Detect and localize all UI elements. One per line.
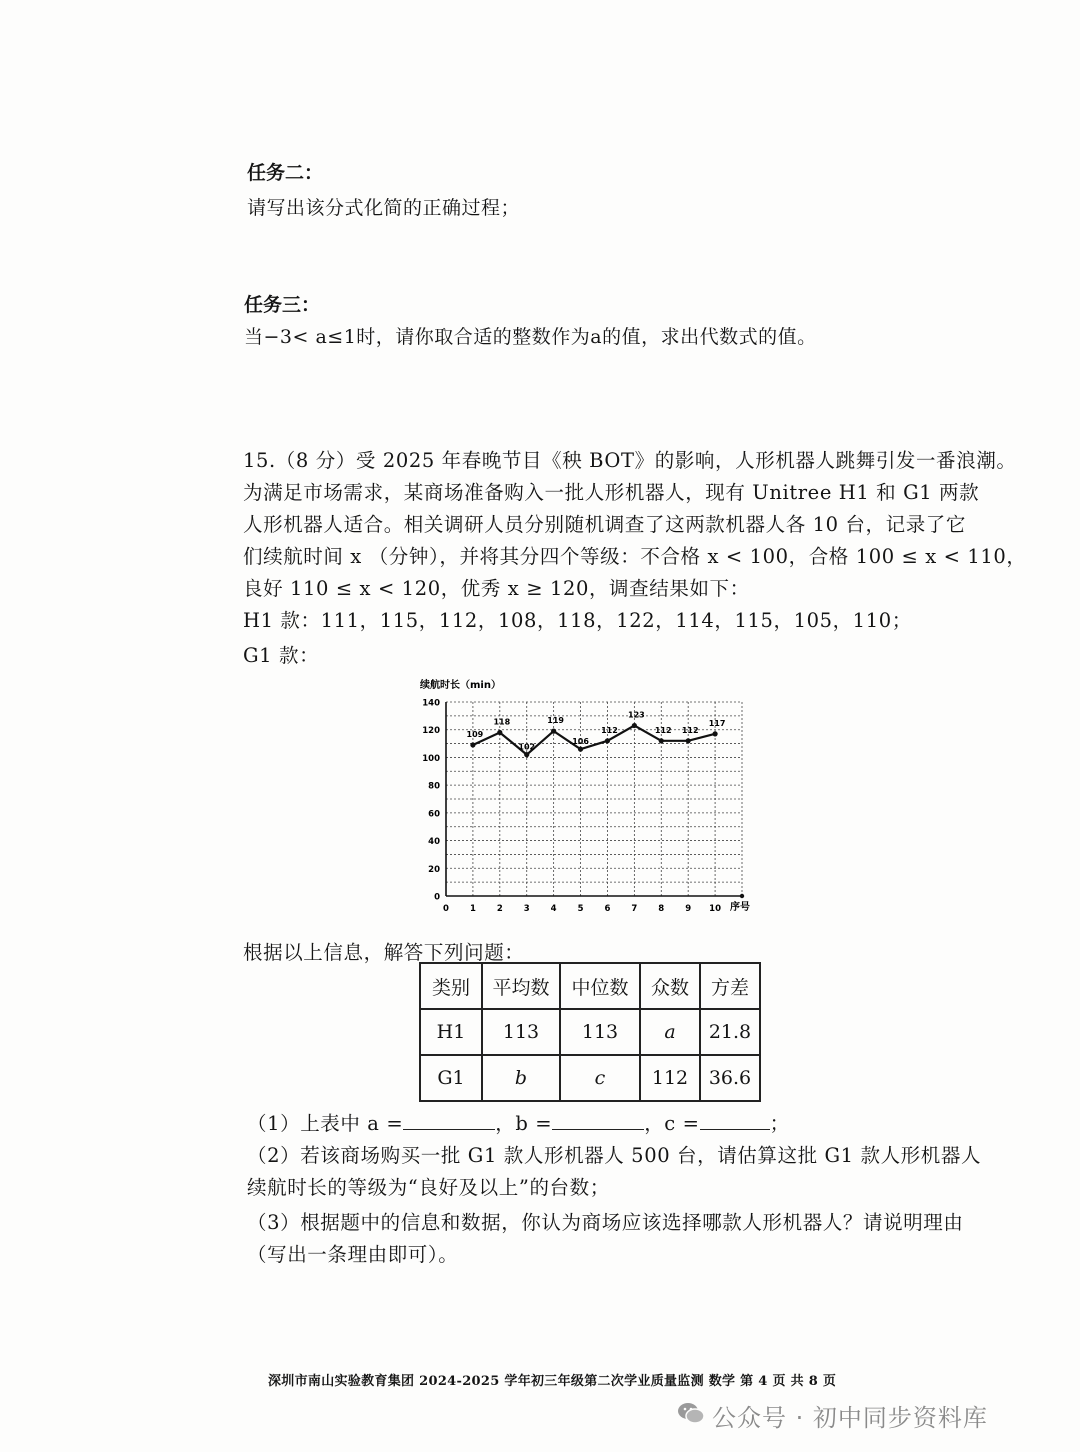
q1-prefix: （1）上表中 a = bbox=[247, 1112, 404, 1135]
chart-axes bbox=[446, 702, 744, 898]
table-header-cell: 平均数 bbox=[482, 963, 560, 1009]
y-tick-label: 100 bbox=[422, 753, 440, 764]
table-cell: 113 bbox=[482, 1009, 560, 1055]
problem15-line-5: 良好 110 ≤ x < 120，优秀 x ≥ 120，调查结果如下： bbox=[243, 577, 750, 600]
data-label: 109 bbox=[466, 729, 484, 739]
table-cell: 112 bbox=[640, 1055, 700, 1101]
g1-label: G1 款： bbox=[243, 644, 320, 667]
table-header-cell: 中位数 bbox=[560, 963, 640, 1009]
data-point bbox=[551, 729, 556, 734]
statistics-table bbox=[419, 962, 761, 1102]
table-header-row bbox=[420, 963, 760, 1009]
x-tick-label: 4 bbox=[550, 904, 557, 914]
data-point bbox=[632, 723, 637, 728]
question-2-line-1: （2）若该商场购买一批 G1 款人形机器人 500 台，请估算这批 G1 款人形机器人 bbox=[247, 1144, 982, 1167]
y-tick-label: 60 bbox=[428, 809, 440, 820]
question-2-line-2: 续航时长的等级为“良好及以上”的台数； bbox=[247, 1176, 610, 1199]
table-header-cell: 类别 bbox=[420, 963, 482, 1009]
table-cell-var: b bbox=[482, 1055, 560, 1101]
chart-data-labels bbox=[467, 711, 726, 752]
x-tick-label: 2 bbox=[496, 904, 503, 914]
table-cell-var: c bbox=[560, 1055, 640, 1101]
q1-c-label: ，c = bbox=[644, 1112, 700, 1135]
table-cell: 21.8 bbox=[700, 1009, 760, 1055]
q1-blank-a[interactable] bbox=[403, 1113, 495, 1130]
question-3-line-2: （写出一条理由即可）。 bbox=[247, 1243, 459, 1266]
task2-heading: 任务二： bbox=[247, 162, 324, 184]
h1-data-line: H1 款：111，115，112，108，118，122，114，115，105，110； bbox=[243, 609, 912, 632]
data-point bbox=[470, 742, 475, 747]
y-tick-label: 120 bbox=[422, 726, 440, 737]
data-point bbox=[712, 731, 717, 736]
x-tick-label: 10 bbox=[709, 904, 722, 914]
task3-text: 当−3< a≤1时，请你取合适的整数作为a的值，求出代数式的值。 bbox=[244, 326, 817, 348]
y-tick-label: 140 bbox=[422, 698, 440, 709]
y-tick-label: 40 bbox=[428, 837, 440, 848]
table-cell: H1 bbox=[420, 1009, 482, 1055]
table-cell: 113 bbox=[560, 1009, 640, 1055]
y-tick-label: 20 bbox=[428, 864, 440, 875]
q1-end: ； bbox=[769, 1112, 790, 1135]
task3-heading: 任务三： bbox=[244, 294, 321, 316]
problem15-line-1: 15.（8 分）受 2025 年春晚节目《秧 BOT》的影响，人形机器人跳舞引发一番浪潮。 bbox=[243, 449, 1017, 472]
y-tick-label: 80 bbox=[428, 781, 440, 792]
table-cell: 36.6 bbox=[700, 1055, 760, 1101]
x-axis-end-dot bbox=[740, 894, 744, 898]
table-row-g1 bbox=[420, 1055, 760, 1101]
task2-text: 请写出该分式化简的正确过程； bbox=[247, 197, 521, 219]
wechat-icon bbox=[676, 1398, 706, 1428]
data-label: 112 bbox=[681, 725, 699, 735]
x-tick-label: 7 bbox=[631, 904, 638, 914]
chart-svg bbox=[412, 676, 772, 916]
chart-x-axis-label: 序号 bbox=[730, 902, 750, 913]
table-cell: G1 bbox=[420, 1055, 482, 1101]
g1-endurance-chart bbox=[412, 676, 772, 916]
data-label: 106 bbox=[572, 737, 589, 747]
data-point bbox=[578, 747, 583, 752]
data-label: 112 bbox=[601, 725, 618, 735]
data-label: 117 bbox=[708, 718, 726, 728]
data-label: 112 bbox=[654, 725, 672, 735]
problem15-line-3: 人形机器人适合。相关调研人员分别随机调查了这两款机器人各 10 台，记录了它 bbox=[243, 513, 967, 536]
table-cell-var: a bbox=[640, 1009, 700, 1055]
data-point bbox=[524, 752, 529, 757]
x-tick-label: 9 bbox=[685, 904, 692, 914]
x-tick-label: 5 bbox=[577, 904, 584, 914]
chart-series bbox=[470, 723, 717, 757]
data-point bbox=[497, 730, 502, 735]
x-tick-label: 6 bbox=[604, 904, 611, 914]
chart-title: 续航时长（min） bbox=[420, 680, 501, 691]
data-point bbox=[659, 738, 664, 743]
page-footer: 深圳市南山实验教育集团 2024-2025 学年初三年级第二次学业质量监测 数学 第 4 页 共 8 页 bbox=[268, 1374, 837, 1389]
q1-blank-c[interactable] bbox=[700, 1113, 770, 1130]
data-label: 118 bbox=[493, 717, 511, 727]
data-label: 102 bbox=[518, 742, 536, 752]
q1-b-label: ，b = bbox=[495, 1112, 553, 1135]
question-3-line-1: （3）根据题中的信息和数据，你认为商场应该选择哪款人形机器人？请说明理由 bbox=[247, 1211, 964, 1234]
question-1 bbox=[247, 1108, 790, 1136]
data-label: 119 bbox=[547, 716, 564, 726]
data-point bbox=[686, 738, 691, 743]
table-row-h1 bbox=[420, 1009, 760, 1055]
table-header-cell: 方差 bbox=[700, 963, 760, 1009]
table-header-cell: 众数 bbox=[640, 963, 700, 1009]
data-point bbox=[605, 738, 610, 743]
x-tick-label: 0 bbox=[443, 904, 449, 914]
x-tick-label: 3 bbox=[523, 904, 530, 914]
q1-blank-b[interactable] bbox=[552, 1113, 644, 1130]
x-tick-label: 8 bbox=[658, 904, 665, 914]
data-label: 123 bbox=[628, 710, 645, 720]
watermark-text: 公众号 · 初中同步资料库 bbox=[712, 1404, 988, 1432]
y-tick-label: 0 bbox=[434, 892, 440, 903]
problem15-line-4: 们续航时间 x （分钟），并将其分四个等级：不合格 x < 100，合格 100 ≤ x < 110， bbox=[243, 545, 1027, 568]
problem15-line-2: 为满足市场需求，某商场准备购入一批人形机器人，现有 Unitree H1 和 G1 两款 bbox=[243, 481, 980, 504]
x-tick-label: 1 bbox=[469, 904, 476, 914]
answer-prompt: 根据以上信息，解答下列问题： bbox=[243, 941, 525, 964]
